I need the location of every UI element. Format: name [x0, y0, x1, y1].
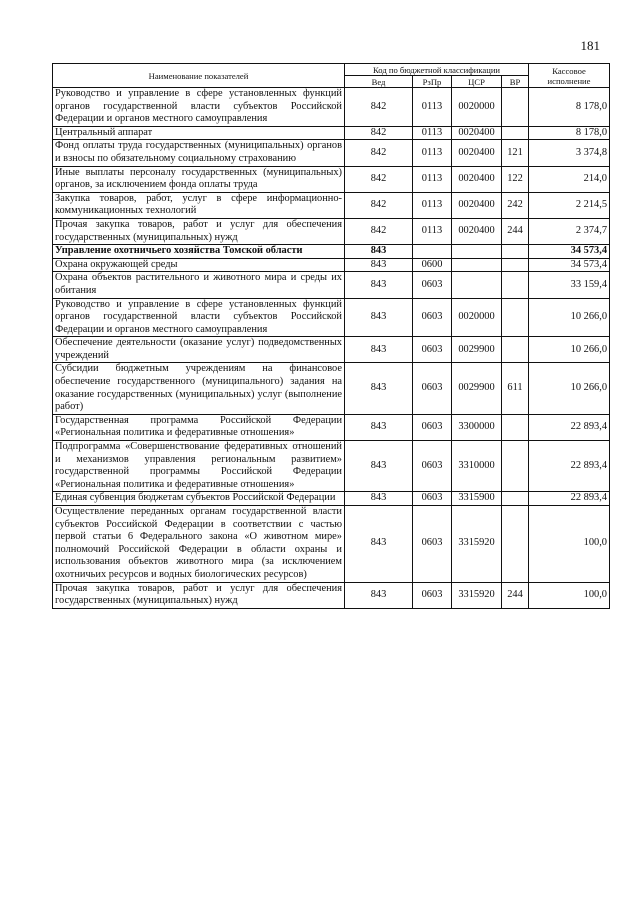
cell-vr [502, 298, 529, 337]
table-row [53, 245, 610, 259]
cell-vr [502, 272, 529, 298]
table-row [53, 441, 610, 492]
cell-name: Иные выплаты персоналу государственных (муниципальных) органов, за исключением фонда оплаты труда [53, 166, 345, 192]
header-code-group: Код по бюджетной классификации [345, 64, 529, 76]
cell-rzpr: 0603 [413, 363, 452, 414]
cell-name: Управление охотничьего хозяйства Томской области [53, 245, 345, 259]
cell-csr [452, 245, 502, 259]
page-number: 181 [580, 38, 600, 53]
table-row [53, 363, 610, 414]
cell-csr: 3315920 [452, 506, 502, 583]
cell-name: Охрана окружающей среды [53, 258, 345, 272]
cell-amount: 100,0 [529, 506, 610, 583]
cell-ved: 843 [345, 258, 413, 272]
table-body [53, 88, 610, 609]
cell-csr: 0020400 [452, 140, 502, 166]
cell-name: Фонд оплаты труда государственных (муниципальных) органов и взносы по обязательному социальному страхованию [53, 140, 345, 166]
cell-csr [452, 258, 502, 272]
cell-vr [502, 88, 529, 127]
cell-vr: 244 [502, 582, 529, 608]
cell-name: Осуществление переданных органам государственной власти субъектов Российской Федерации в соответствии с частью первой статьи 6 Федерального закона «О животном мире» полномочий Российской Федерации в области охраны и использования объектов животного мира (за исключением охотничьих ресурсов и водных биологических ресурсов) [53, 506, 345, 583]
cell-csr: 0029900 [452, 337, 502, 363]
cell-amount: 22 893,4 [529, 492, 610, 506]
cell-rzpr: 0113 [413, 88, 452, 127]
table-row [53, 492, 610, 506]
cell-ved: 843 [345, 272, 413, 298]
cell-rzpr: 0603 [413, 298, 452, 337]
cell-ved: 843 [345, 245, 413, 259]
cell-csr [452, 272, 502, 298]
cell-csr: 0020000 [452, 298, 502, 337]
cell-amount: 3 374,8 [529, 140, 610, 166]
header-name: Наименование показателей [53, 64, 345, 88]
cell-name: Руководство и управление в сфере установленных функций органов государственной власти субъектов Российской Федерации и органов местного самоуправления [53, 298, 345, 337]
cell-ved: 843 [345, 414, 413, 440]
cell-amount: 34 573,4 [529, 245, 610, 259]
cell-ved: 843 [345, 441, 413, 492]
header-rzpr: РзПр [413, 76, 452, 88]
cell-rzpr: 0113 [413, 126, 452, 140]
cell-name: Закупка товаров, работ, услуг в сфере информационно-коммуникационных технологий [53, 192, 345, 218]
cell-amount: 22 893,4 [529, 414, 610, 440]
cell-amount: 214,0 [529, 166, 610, 192]
cell-amount: 8 178,0 [529, 126, 610, 140]
cell-name: Охрана объектов растительного и животного мира и среды их обитания [53, 272, 345, 298]
cell-ved: 843 [345, 506, 413, 583]
cell-ved: 843 [345, 582, 413, 608]
cell-name: Центральный аппарат [53, 126, 345, 140]
header-csr: ЦСР [452, 76, 502, 88]
table-row [53, 258, 610, 272]
cell-ved: 842 [345, 192, 413, 218]
cell-rzpr: 0113 [413, 140, 452, 166]
cell-rzpr: 0603 [413, 506, 452, 583]
cell-vr [502, 506, 529, 583]
table-row [53, 272, 610, 298]
cell-ved: 843 [345, 337, 413, 363]
cell-name: Субсидии бюджетным учреждениям на финансовое обеспечение государственного (муниципального) задания на оказание государственных (муниципальных) услуг (выполнение работ) [53, 363, 345, 414]
cell-name: Обеспечение деятельности (оказание услуг) подведомственных учреждений [53, 337, 345, 363]
cell-amount: 34 573,4 [529, 258, 610, 272]
cell-rzpr: 0603 [413, 441, 452, 492]
table-row [53, 88, 610, 127]
cell-vr: 122 [502, 166, 529, 192]
cell-amount: 10 266,0 [529, 337, 610, 363]
cell-vr: 121 [502, 140, 529, 166]
cell-rzpr: 0600 [413, 258, 452, 272]
cell-ved: 842 [345, 126, 413, 140]
header-amount: Кассовое исполнение [529, 64, 610, 88]
cell-ved: 843 [345, 363, 413, 414]
table-row [53, 506, 610, 583]
cell-amount: 33 159,4 [529, 272, 610, 298]
table-row [53, 166, 610, 192]
cell-amount: 8 178,0 [529, 88, 610, 127]
table-row [53, 298, 610, 337]
header-vr: ВР [502, 76, 529, 88]
cell-rzpr: 0603 [413, 272, 452, 298]
table-row [53, 414, 610, 440]
table-row [53, 192, 610, 218]
table-row [53, 140, 610, 166]
cell-amount: 100,0 [529, 582, 610, 608]
cell-rzpr [413, 245, 452, 259]
cell-rzpr: 0603 [413, 492, 452, 506]
cell-name: Государственная программа Российской Федерации «Региональная политика и федеративные отношения» [53, 414, 345, 440]
cell-amount: 10 266,0 [529, 298, 610, 337]
cell-vr [502, 492, 529, 506]
cell-rzpr: 0113 [413, 166, 452, 192]
cell-vr [502, 126, 529, 140]
table-row [53, 218, 610, 244]
cell-ved: 842 [345, 88, 413, 127]
cell-rzpr: 0113 [413, 192, 452, 218]
cell-amount: 22 893,4 [529, 441, 610, 492]
cell-ved: 843 [345, 492, 413, 506]
cell-ved: 843 [345, 298, 413, 337]
table-row [53, 582, 610, 608]
cell-amount: 2 374,7 [529, 218, 610, 244]
cell-name: Подпрограмма «Совершенствование федеративных отношений и механизмов управления региональным развитием» государственной программы Российской Федерации «Региональная политика и федеративные отношения» [53, 441, 345, 492]
cell-amount: 2 214,5 [529, 192, 610, 218]
cell-csr: 0020400 [452, 126, 502, 140]
cell-csr: 0029900 [452, 363, 502, 414]
cell-ved: 842 [345, 166, 413, 192]
cell-ved: 842 [345, 218, 413, 244]
cell-name: Единая субвенция бюджетам субъектов Российской Федерации [53, 492, 345, 506]
cell-csr: 0020400 [452, 218, 502, 244]
cell-csr: 0020400 [452, 166, 502, 192]
cell-vr [502, 337, 529, 363]
cell-rzpr: 0113 [413, 218, 452, 244]
cell-vr: 242 [502, 192, 529, 218]
cell-vr [502, 441, 529, 492]
cell-vr [502, 245, 529, 259]
cell-amount: 10 266,0 [529, 363, 610, 414]
cell-vr [502, 258, 529, 272]
cell-csr: 3300000 [452, 414, 502, 440]
cell-name: Прочая закупка товаров, работ и услуг для обеспечения государственных (муниципальных) нужд [53, 582, 345, 608]
cell-ved: 842 [345, 140, 413, 166]
cell-csr: 3310000 [452, 441, 502, 492]
cell-csr: 3315900 [452, 492, 502, 506]
table-header [53, 64, 610, 88]
table-row [53, 126, 610, 140]
cell-vr: 611 [502, 363, 529, 414]
cell-name: Прочая закупка товаров, работ и услуг для обеспечения государственных (муниципальных) нужд [53, 218, 345, 244]
cell-csr: 0020400 [452, 192, 502, 218]
table-row [53, 337, 610, 363]
cell-csr: 0020000 [452, 88, 502, 127]
cell-name: Руководство и управление в сфере установленных функций органов государственной власти субъектов Российской Федерации и органов местного самоуправления [53, 88, 345, 127]
cell-rzpr: 0603 [413, 337, 452, 363]
cell-rzpr: 0603 [413, 582, 452, 608]
cell-vr: 244 [502, 218, 529, 244]
cell-rzpr: 0603 [413, 414, 452, 440]
header-ved: Вед [345, 76, 413, 88]
budget-execution-table [52, 63, 610, 609]
cell-vr [502, 414, 529, 440]
cell-csr: 3315920 [452, 582, 502, 608]
